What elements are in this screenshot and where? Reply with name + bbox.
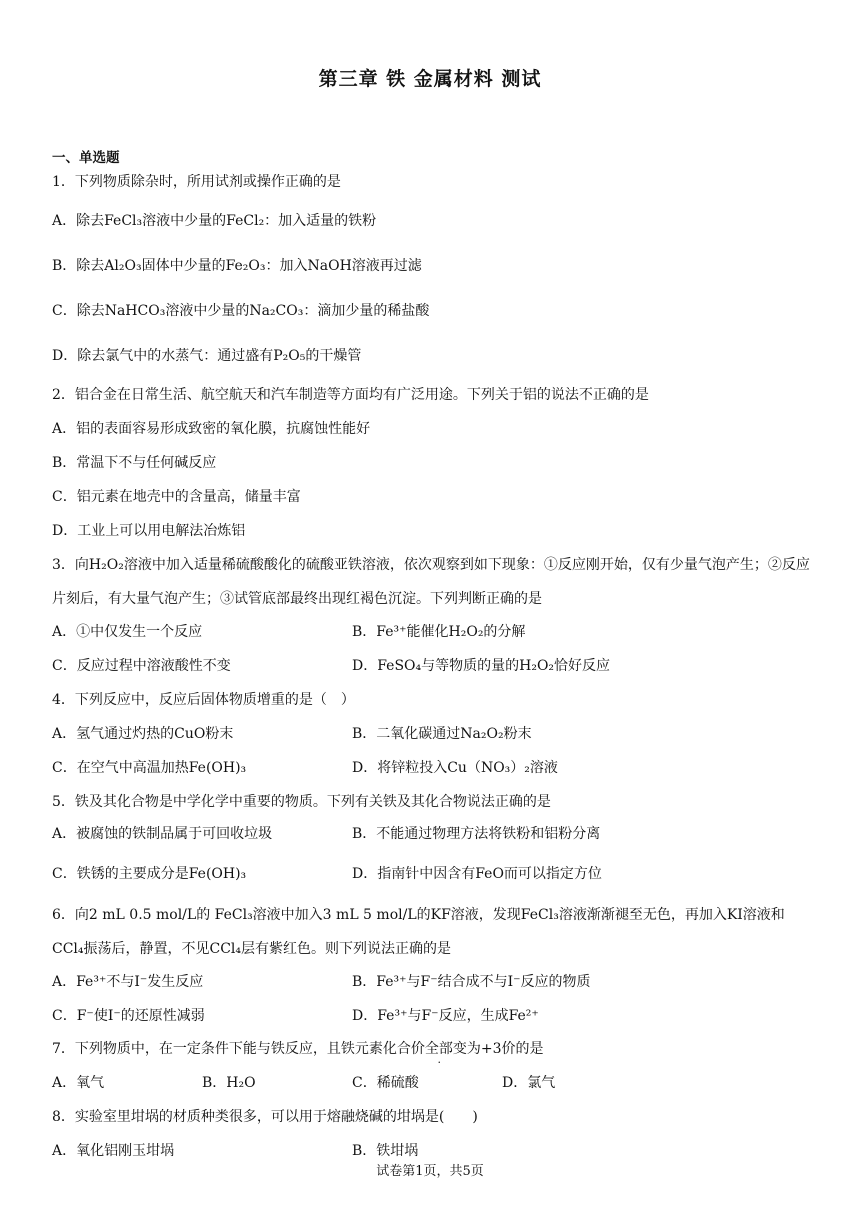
q5-option-d: D．指南针中因含有FeO而可以指定方位 [352,866,602,882]
q6-option-b: B．Fe³⁺与F⁻结合成不与I⁻反应的物质 [352,974,591,990]
q1-option-d: D．除去氯气中的水蒸气：通过盛有P₂O₅的干燥管 [52,348,362,364]
q1-option-b: B．除去Al₂O₃固体中少量的Fe₂O₃：加入NaOH溶液再过滤 [52,258,422,274]
q7-stem-post: 变为+3价的是 [452,1041,544,1057]
q3-option-c: C．反应过程中溶液酸性不变 [52,658,231,674]
q8-stem: 8．实验室里坩埚的材质种类很多，可以用于熔融烧碱的坩埚是( ) [52,1109,478,1125]
q8-option-b: B．铁坩埚 [352,1143,419,1159]
q1-option-c: C．除去NaHCO₃溶液中少量的Na₂CO₃：滴加少量的稀盐酸 [52,303,430,319]
q4-option-c: C．在空气中高温加热Fe(OH)₃ [52,760,247,776]
q2-option-d: D．工业上可以用电解法冶炼铝 [52,523,246,539]
q3-option-d: D．FeSO₄与等物质的量的H₂O₂恰好反应 [352,658,611,674]
q7-stem-pre: 7．下列物质中，在一定条件下能与铁反应，且铁元素化合价 [52,1041,425,1057]
q4-option-d: D．将锌粒投入Cu（NO₃）₂溶液 [352,760,558,776]
q7-stem-emphasis: 全部 [424,1041,453,1057]
q2-stem: 2．铝合金在日常生活、航空航天和汽车制造等方面均有广泛用途。下列关于铝的说法不正确的是 [52,387,649,403]
q7-option-a: A．氧气 [52,1075,105,1091]
section-heading: 一、单选题 [52,150,120,166]
q2-option-a: A．铝的表面容易形成致密的氧化膜，抗腐蚀性能好 [52,421,371,437]
q6-stem: 6．向2 mL 0.5 mol/L的 FeCl₃溶液中加入3 mL 5 mol/L的KF溶液，发现FeCl₃溶液渐渐褪至无色，再加入KI溶液和CCl₄振荡后，静置，不见CCl₄层有紫红色。则下列说法正确的是 [52,907,785,957]
q5-stem: 5．铁及其化合物是中学化学中重要的物质。下列有关铁及其化合物说法正确的是 [52,794,551,810]
q4-option-b: B．二氧化碳通过Na₂O₂粉末 [352,726,532,742]
q7-option-d: D．氯气 [502,1075,556,1091]
q8-option-a: A．氧化铝刚玉坩埚 [52,1143,175,1159]
q2-option-c: C．铝元素在地壳中的含量高，储量丰富 [52,489,301,505]
q5-option-a: A．被腐蚀的铁制品属于可回收垃圾 [52,826,273,842]
q3-option-a: A．①中仅发生一个反应 [52,624,203,640]
q1-option-a: A．除去FeCl₃溶液中少量的FeCl₂：加入适量的铁粉 [52,213,377,229]
q6-option-d: D．Fe³⁺与F⁻反应，生成Fe²⁺ [352,1008,539,1024]
q5-option-c: C．铁锈的主要成分是Fe(OH)₃ [52,866,247,882]
q2-option-b: B．常温下不与任何碱反应 [52,455,217,471]
q4-stem: 4．下列反应中，反应后固体物质增重的是（ ） [52,692,355,708]
q5-option-b: B．不能通过物理方法将铁粉和铝粉分离 [352,826,601,842]
q6-option-c: C．F⁻使I⁻的还原性减弱 [52,1008,205,1024]
q3-stem: 3．向H₂O₂溶液中加入适量稀硫酸酸化的硫酸亚铁溶液，依次观察到如下现象：①反应刚开始，仅有少量气泡产生；②反应片刻后，有大量气泡产生；③试管底部最终出现红褐色沉淀。下列判断正确的是 [52,557,810,607]
q7-option-c: C．稀硫酸 [352,1075,419,1091]
page-footer: 试卷第1页，共5页 [376,1164,484,1179]
page-title: 第三章 铁 金属材料 测试 [318,68,542,90]
q3-option-b: B．Fe³⁺能催化H₂O₂的分解 [352,624,526,640]
q4-option-a: A．氢气通过灼热的CuO粉末 [52,726,234,742]
q6-option-a: A．Fe³⁺不与I⁻发生反应 [52,974,204,990]
q7-option-b: B．H₂O [202,1075,256,1091]
q1-stem: 1．下列物质除杂时，所用试剂或操作正确的是 [52,174,341,190]
q7-stem [52,1039,544,1059]
